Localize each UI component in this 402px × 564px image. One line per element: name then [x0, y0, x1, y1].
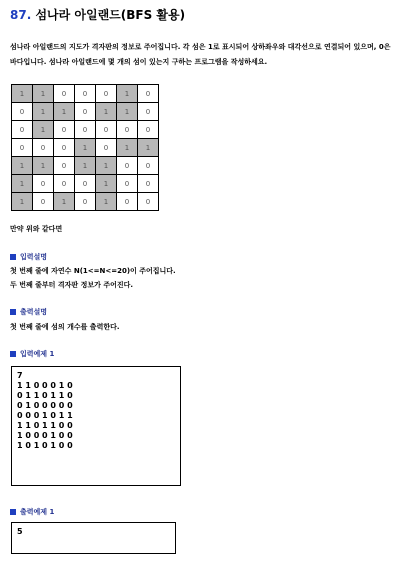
input-desc-line: 두 번째 줄부터 격자판 정보가 주어진다.	[10, 281, 134, 289]
page-title	[10, 6, 185, 23]
grid-cell-sea: 0	[54, 139, 75, 157]
grid-cell-land: 1	[117, 85, 138, 103]
grid-cell-sea: 0	[138, 85, 159, 103]
input-section-heading	[10, 252, 47, 262]
output-section-label: 출력설명	[20, 308, 48, 316]
grid-cell-sea: 0	[117, 193, 138, 211]
grid-cell-sea: 0	[54, 175, 75, 193]
grid-row	[12, 175, 159, 193]
input-example-line: 0 1 0 0 0 0 0	[17, 401, 73, 410]
grid-cell-land: 1	[138, 139, 159, 157]
grid-cell-sea: 0	[33, 139, 54, 157]
grid-row	[12, 85, 159, 103]
grid-cell-land: 1	[96, 103, 117, 121]
problem-title: 섬나라 아일랜드(BFS 활용)	[35, 8, 186, 22]
input-desc-line: 첫 번째 줄에 자연수 N(1<=N<=20)이 주어집니다.	[10, 267, 176, 275]
bullet-square-icon	[10, 309, 16, 315]
grid-cell-sea: 0	[75, 193, 96, 211]
grid-cell-land: 1	[117, 139, 138, 157]
bullet-square-icon	[10, 351, 16, 357]
grid-cell-sea: 0	[138, 193, 159, 211]
grid-cell-sea: 0	[138, 175, 159, 193]
grid-note: 만약 위와 같다면	[10, 225, 63, 233]
grid-cell-land: 1	[12, 175, 33, 193]
grid-cell-sea: 0	[75, 175, 96, 193]
input-example-line: 0 0 0 1 0 1 1	[17, 411, 73, 420]
input-example-label: 입력예제 1	[20, 350, 55, 358]
grid-cell-land: 1	[96, 175, 117, 193]
grid-cell-land: 1	[33, 157, 54, 175]
grid-cell-sea: 0	[54, 157, 75, 175]
grid-cell-land: 1	[33, 85, 54, 103]
bullet-square-icon	[10, 254, 16, 260]
grid-cell-sea: 0	[96, 85, 117, 103]
grid-cell-sea: 0	[138, 121, 159, 139]
grid-cell-sea: 0	[117, 121, 138, 139]
grid-cell-land: 1	[54, 193, 75, 211]
output-example-heading	[10, 507, 54, 517]
grid-cell-land: 1	[54, 103, 75, 121]
output-example-label: 출력예제 1	[20, 508, 55, 516]
input-section-label: 입력설명	[20, 253, 48, 261]
island-grid	[11, 84, 159, 211]
input-example-line: 1 0 0 0 1 0 0	[17, 431, 73, 440]
grid-row	[12, 139, 159, 157]
grid-cell-sea: 0	[75, 121, 96, 139]
grid-row	[12, 193, 159, 211]
grid-cell-land: 1	[75, 157, 96, 175]
grid-cell-sea: 0	[12, 103, 33, 121]
grid-row	[12, 121, 159, 139]
grid-cell-sea: 0	[33, 175, 54, 193]
grid-cell-sea: 0	[54, 121, 75, 139]
grid-cell-sea: 0	[75, 85, 96, 103]
grid-cell-land: 1	[12, 85, 33, 103]
input-example-line: 1 1 0 1 1 0 0	[17, 421, 73, 430]
grid-cell-sea: 0	[138, 103, 159, 121]
grid-cell-sea: 0	[96, 121, 117, 139]
input-example-line: 7	[17, 371, 23, 380]
grid-cell-sea: 0	[117, 157, 138, 175]
grid-row	[12, 103, 159, 121]
grid-cell-land: 1	[12, 157, 33, 175]
grid-cell-sea: 0	[117, 175, 138, 193]
output-example-line: 5	[17, 527, 23, 536]
grid-cell-sea: 0	[12, 139, 33, 157]
input-example-line: 1 0 1 0 1 0 0	[17, 441, 73, 450]
input-example-box	[11, 366, 181, 486]
output-section-heading	[10, 307, 47, 317]
grid-cell-land: 1	[117, 103, 138, 121]
grid-cell-land: 1	[12, 193, 33, 211]
grid-cell-sea: 0	[33, 193, 54, 211]
grid-cell-land: 1	[33, 103, 54, 121]
grid-cell-sea: 0	[75, 103, 96, 121]
input-example-line: 1 1 0 0 0 1 0	[17, 381, 73, 390]
output-example-box	[11, 522, 176, 554]
grid-cell-sea: 0	[12, 121, 33, 139]
grid-cell-land: 1	[96, 193, 117, 211]
input-example-heading	[10, 349, 54, 359]
grid-cell-sea: 0	[96, 139, 117, 157]
problem-number: 87.	[10, 8, 32, 22]
bullet-square-icon	[10, 509, 16, 515]
grid-cell-land: 1	[33, 121, 54, 139]
grid-cell-sea: 0	[138, 157, 159, 175]
problem-description: 섬나라 아일랜드의 지도가 격자판의 정보로 주어집니다. 각 섬은 1로 표시되어 상하좌우와 대각선으로 연결되어 있으며, 0은 바다입니다. 섬나라 아일랜드에 몇 개의 섬이 있는지 구하는 프로그램을 작성하세요.	[10, 43, 391, 66]
grid-cell-land: 1	[75, 139, 96, 157]
grid-cell-land: 1	[96, 157, 117, 175]
output-desc-line: 첫 번째 줄에 섬의 개수를 출력한다.	[10, 323, 120, 331]
grid-cell-sea: 0	[54, 85, 75, 103]
input-example-line: 0 1 1 0 1 1 0	[17, 391, 73, 400]
grid-row	[12, 157, 159, 175]
